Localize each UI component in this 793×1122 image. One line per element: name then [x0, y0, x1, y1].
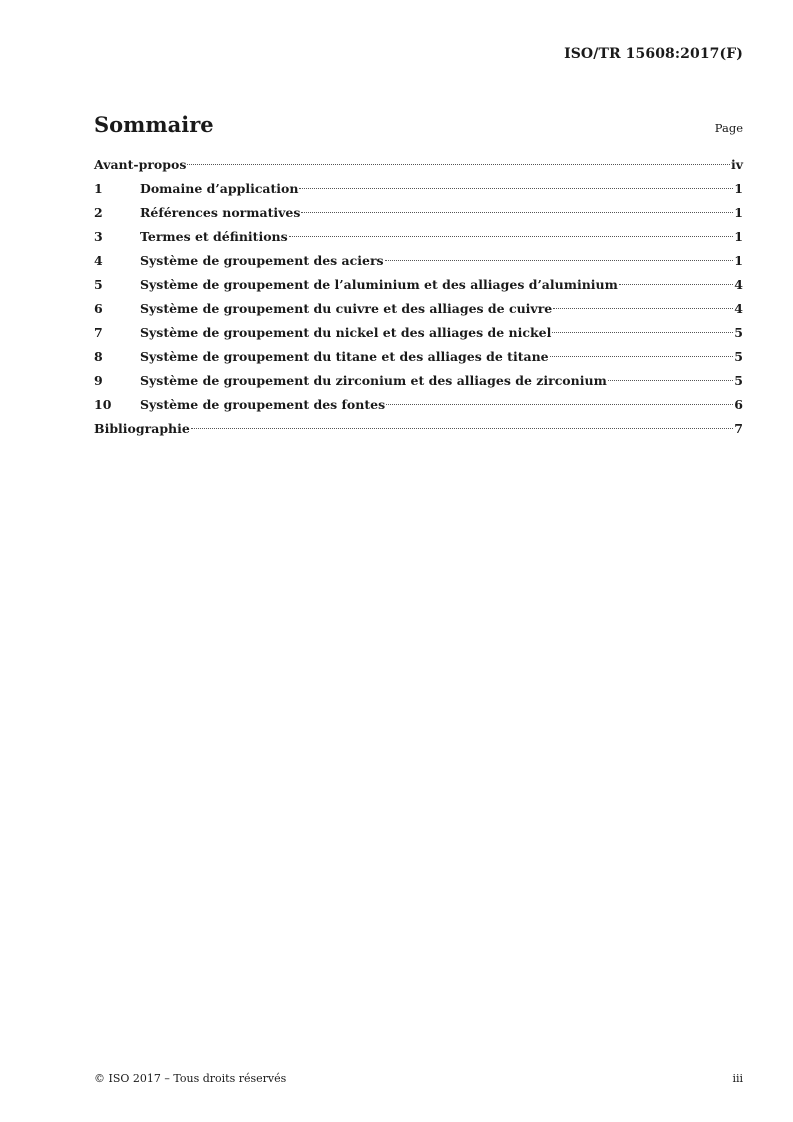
- toc-entry-title: Système de groupement des aciers: [140, 253, 384, 268]
- toc-entry-page: 6: [734, 397, 743, 412]
- dot-leader: [608, 380, 734, 381]
- toc-entry-3[interactable]: [94, 225, 743, 249]
- toc-entry-page: 5: [734, 349, 743, 364]
- toc-entry-page: 1: [734, 229, 743, 244]
- dot-leader: [187, 164, 730, 165]
- page-footer: [94, 1072, 743, 1085]
- dot-leader: [550, 356, 734, 357]
- toc-entry-number: 8: [94, 349, 103, 364]
- toc-entry-8[interactable]: [94, 345, 743, 369]
- toc-entry-title: Références normatives: [140, 205, 301, 220]
- toc-entry-9[interactable]: [94, 369, 743, 393]
- toc-entry-page: 5: [734, 373, 743, 388]
- toc-entry-page: 5: [734, 325, 743, 340]
- dot-leader: [619, 284, 733, 285]
- toc-entry-page: 1: [734, 205, 743, 220]
- page-title: Sommaire: [94, 112, 214, 137]
- toc-entry-10[interactable]: [94, 393, 743, 417]
- toc-entry-number: 3: [94, 229, 103, 244]
- toc-entry-7[interactable]: [94, 321, 743, 345]
- toc-entry-page: 1: [734, 181, 743, 196]
- dot-leader: [299, 188, 733, 189]
- toc-entry-page: 4: [734, 301, 743, 316]
- toc-entry-6[interactable]: [94, 297, 743, 321]
- page-number: iii: [732, 1072, 743, 1085]
- toc-entry-number: 1: [94, 181, 103, 196]
- toc-entry-title: Domaine d’application: [140, 181, 299, 196]
- dot-leader: [552, 332, 733, 333]
- toc-entry-number: 9: [94, 373, 103, 388]
- dot-leader: [553, 308, 733, 309]
- toc-entry-title: Système de groupement des fontes: [140, 397, 386, 412]
- toc-entry-5[interactable]: [94, 273, 743, 297]
- dot-leader: [385, 260, 734, 261]
- dot-leader: [301, 212, 733, 213]
- toc-entry-page: 7: [734, 421, 743, 436]
- toc-entry-title: Système de groupement du titane et des alliages de titane: [140, 349, 549, 364]
- page-column-label: Page: [714, 121, 743, 135]
- toc-entry-title: Système de groupement du nickel et des alliages de nickel: [140, 325, 552, 340]
- toc-entry-title: Termes et définitions: [140, 229, 288, 244]
- toc-entry-number: 7: [94, 325, 103, 340]
- toc-entry-avant-propos[interactable]: [94, 153, 743, 177]
- toc-entry-4[interactable]: [94, 249, 743, 273]
- table-of-contents: [94, 153, 743, 441]
- toc-entry-page: 4: [734, 277, 743, 292]
- toc-entry-number: 10: [94, 397, 112, 412]
- toc-entry-2[interactable]: [94, 201, 743, 225]
- toc-entry-title: Avant-propos: [94, 157, 187, 172]
- toc-entry-title: Bibliographie: [94, 421, 190, 436]
- copyright-notice: © ISO 2017 – Tous droits réservés: [94, 1072, 287, 1085]
- toc-entry-number: 4: [94, 253, 103, 268]
- toc-entry-title: Système de groupement du cuivre et des alliages de cuivre: [140, 301, 553, 316]
- dot-leader: [191, 428, 733, 429]
- toc-entry-number: 6: [94, 301, 103, 316]
- toc-entry-title: Système de groupement de l’aluminium et des alliages d’aluminium: [140, 277, 618, 292]
- toc-entry-bibliographie[interactable]: [94, 417, 743, 441]
- document-id-header: ISO/TR 15608:2017(F): [564, 46, 743, 62]
- toc-entry-title: Système de groupement du zirconium et des alliages de zirconium: [140, 373, 607, 388]
- toc-entry-number: 2: [94, 205, 103, 220]
- toc-entry-page: 1: [734, 253, 743, 268]
- toc-entry-number: 5: [94, 277, 103, 292]
- title-row: [94, 112, 743, 137]
- dot-leader: [289, 236, 734, 237]
- toc-entry-page: iv: [730, 157, 743, 172]
- toc-entry-1[interactable]: [94, 177, 743, 201]
- dot-leader: [386, 404, 733, 405]
